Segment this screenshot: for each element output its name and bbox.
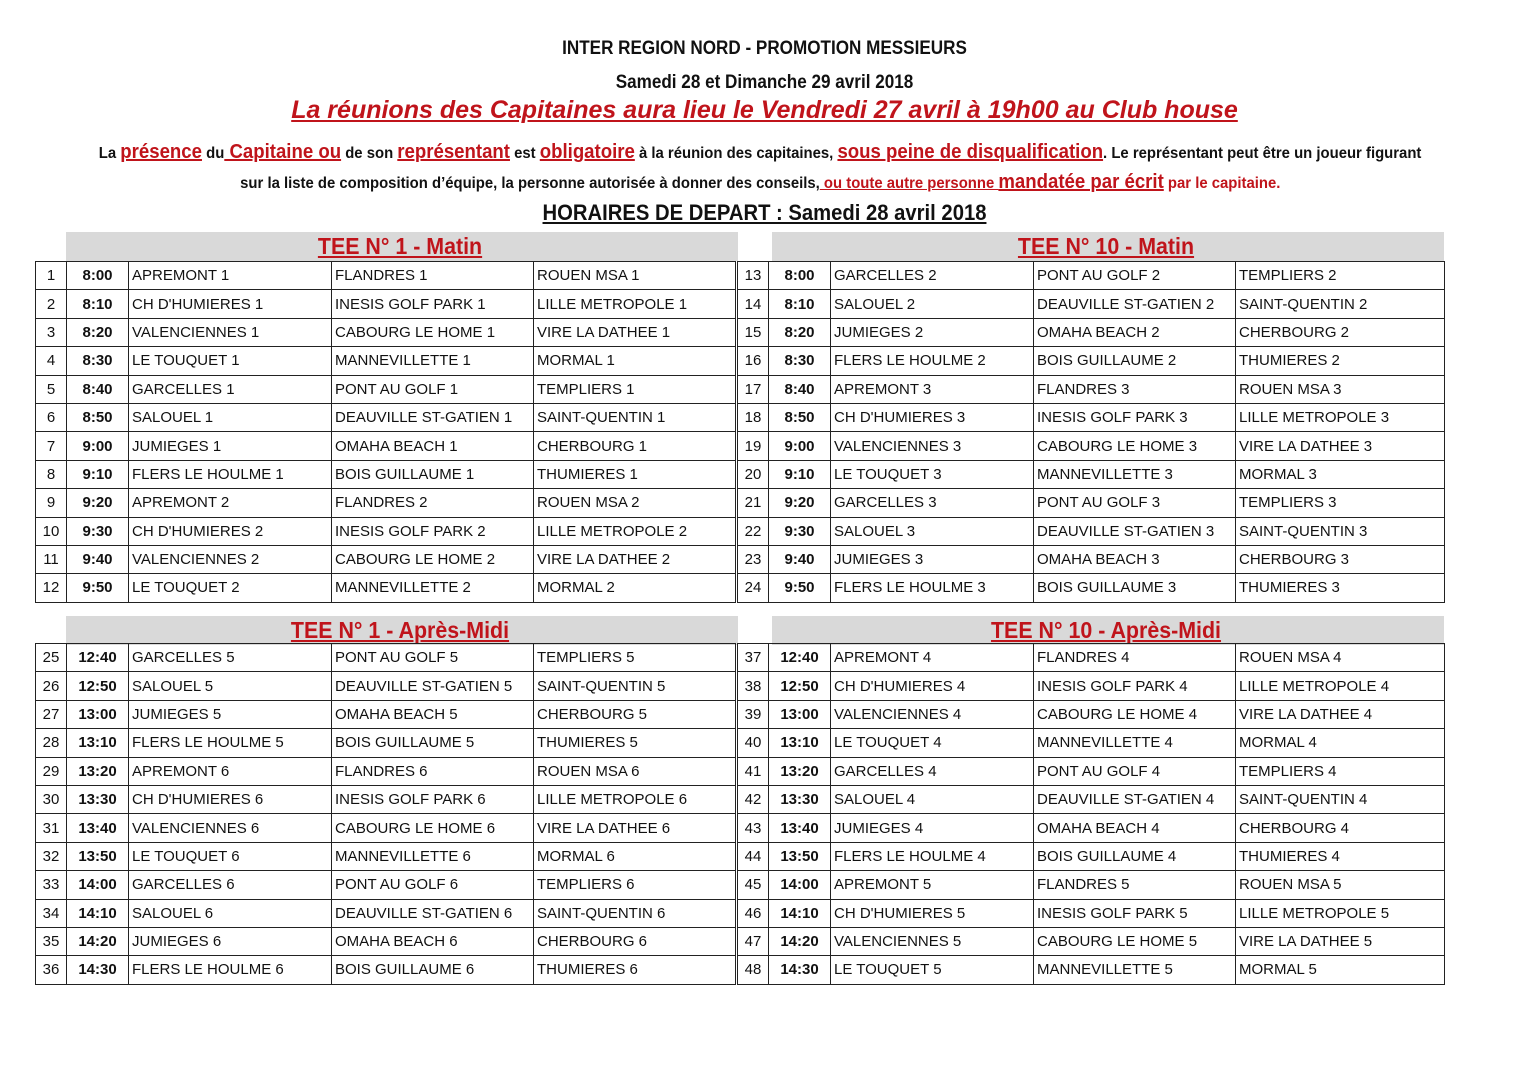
group-number: 40 xyxy=(738,729,769,757)
tee-time: 14:30 xyxy=(769,956,831,984)
schedule-row xyxy=(36,927,1445,955)
team-name: BOIS GUILLAUME 2 xyxy=(1034,347,1236,375)
tee-time: 9:50 xyxy=(769,574,831,602)
team-name: CABOURG LE HOME 4 xyxy=(1034,700,1236,728)
team-name: BOIS GUILLAUME 5 xyxy=(332,729,534,757)
team-name: OMAHA BEACH 2 xyxy=(1034,318,1236,346)
team-name: SAINT-QUENTIN 4 xyxy=(1236,785,1445,813)
team-name: JUMIEGES 6 xyxy=(129,927,332,955)
group-number: 45 xyxy=(738,871,769,899)
team-name: DEAUVILLE ST-GATIEN 6 xyxy=(332,899,534,927)
group-number: 25 xyxy=(36,644,67,672)
team-name: BOIS GUILLAUME 1 xyxy=(332,460,534,488)
tee-time: 9:30 xyxy=(769,517,831,545)
group-number: 6 xyxy=(36,403,67,431)
group-number: 10 xyxy=(36,517,67,545)
team-name: ROUEN MSA 2 xyxy=(534,489,736,517)
tee-time: 8:30 xyxy=(67,347,129,375)
team-name: DEAUVILLE ST-GATIEN 5 xyxy=(332,672,534,700)
team-name: MANNEVILLETTE 1 xyxy=(332,347,534,375)
group-number: 27 xyxy=(36,700,67,728)
tee-time: 9:20 xyxy=(769,489,831,517)
team-name: CH D'HUMIERES 6 xyxy=(129,785,332,813)
group-number: 15 xyxy=(738,318,769,346)
team-name: TEMPLIERS 4 xyxy=(1236,757,1445,785)
team-name: FLERS LE HOULME 2 xyxy=(831,347,1034,375)
team-name: THUMIERES 2 xyxy=(1236,347,1445,375)
team-name: LILLE METROPOLE 5 xyxy=(1236,899,1445,927)
tee-time: 13:30 xyxy=(67,785,129,813)
team-name: LE TOUQUET 6 xyxy=(129,842,332,870)
schedule-row xyxy=(36,871,1445,899)
group-number: 19 xyxy=(738,432,769,460)
team-name: SAINT-QUENTIN 1 xyxy=(534,403,736,431)
tee-time: 12:40 xyxy=(769,644,831,672)
team-name: CABOURG LE HOME 2 xyxy=(332,545,534,573)
team-name: CHERBOURG 1 xyxy=(534,432,736,460)
team-name: THUMIERES 3 xyxy=(1236,574,1445,602)
team-name: VIRE LA DATHEE 6 xyxy=(534,814,736,842)
team-name: JUMIEGES 2 xyxy=(831,318,1034,346)
tee-time: 13:40 xyxy=(67,814,129,842)
group-number: 5 xyxy=(36,375,67,403)
tee10-afternoon-label: TEE N° 10 - Après-Midi xyxy=(990,617,1222,643)
afternoon-schedule-table xyxy=(35,643,1445,985)
group-number: 48 xyxy=(738,956,769,984)
team-name: GARCELLES 6 xyxy=(129,871,332,899)
group-number: 23 xyxy=(738,545,769,573)
tee-time: 14:20 xyxy=(67,927,129,955)
team-name: APREMONT 2 xyxy=(129,489,332,517)
notice-emphasis: présence xyxy=(120,141,202,163)
team-name: MORMAL 6 xyxy=(534,842,736,870)
group-number: 14 xyxy=(738,290,769,318)
group-number: 16 xyxy=(738,347,769,375)
group-number: 7 xyxy=(36,432,67,460)
notice-text: sur la liste de composition d’équipe, la personne autorisée à donner des conseils, xyxy=(239,175,820,192)
group-number: 21 xyxy=(738,489,769,517)
team-name: LILLE METROPOLE 4 xyxy=(1236,672,1445,700)
group-number: 41 xyxy=(738,757,769,785)
tee-time: 14:10 xyxy=(769,899,831,927)
group-number: 31 xyxy=(36,814,67,842)
tee-time: 13:50 xyxy=(67,842,129,870)
tee-time: 9:40 xyxy=(769,545,831,573)
team-name: INESIS GOLF PARK 4 xyxy=(1034,672,1236,700)
tee-time: 14:20 xyxy=(769,927,831,955)
team-name: CHERBOURG 5 xyxy=(534,700,736,728)
team-name: JUMIEGES 4 xyxy=(831,814,1034,842)
notice-emphasis: mandatée par écrit xyxy=(998,171,1164,193)
tee-time: 12:40 xyxy=(67,644,129,672)
tee-time: 8:50 xyxy=(67,403,129,431)
team-name: GARCELLES 1 xyxy=(129,375,332,403)
team-name: OMAHA BEACH 5 xyxy=(332,700,534,728)
group-number: 47 xyxy=(738,927,769,955)
tee-time: 13:40 xyxy=(769,814,831,842)
group-number: 9 xyxy=(36,489,67,517)
schedule-row xyxy=(36,432,1445,460)
group-number: 17 xyxy=(738,375,769,403)
group-number: 12 xyxy=(36,574,67,602)
tee-time: 9:00 xyxy=(67,432,129,460)
group-number: 33 xyxy=(36,871,67,899)
team-name: SAINT-QUENTIN 6 xyxy=(534,899,736,927)
team-name: LE TOUQUET 3 xyxy=(831,460,1034,488)
team-name: CH D'HUMIERES 2 xyxy=(129,517,332,545)
tee-time: 9:50 xyxy=(67,574,129,602)
team-name: INESIS GOLF PARK 5 xyxy=(1034,899,1236,927)
team-name: GARCELLES 4 xyxy=(831,757,1034,785)
group-number: 39 xyxy=(738,700,769,728)
team-name: VIRE LA DATHEE 2 xyxy=(534,545,736,573)
tee10-morning-header xyxy=(772,232,1444,261)
team-name: FLANDRES 5 xyxy=(1034,871,1236,899)
team-name: TEMPLIERS 5 xyxy=(534,644,736,672)
meeting-announcement: La réunions des Capitaines aura lieu le Vendredi 27 avril à 19h00 au Club house xyxy=(291,96,1238,124)
schedule-row xyxy=(36,489,1445,517)
team-name: BOIS GUILLAUME 6 xyxy=(332,956,534,984)
team-name: CH D'HUMIERES 3 xyxy=(831,403,1034,431)
team-name: BOIS GUILLAUME 4 xyxy=(1034,842,1236,870)
tee1-morning-label: TEE N° 1 - Matin xyxy=(317,233,483,259)
team-name: THUMIERES 4 xyxy=(1236,842,1445,870)
group-number: 29 xyxy=(36,757,67,785)
group-number: 22 xyxy=(738,517,769,545)
tee10-morning-label: TEE N° 10 - Matin xyxy=(1017,233,1195,259)
notice-text: La xyxy=(98,145,121,162)
team-name: FLANDRES 2 xyxy=(332,489,534,517)
team-name: CH D'HUMIERES 5 xyxy=(831,899,1034,927)
team-name: BOIS GUILLAUME 3 xyxy=(1034,574,1236,602)
team-name: VALENCIENNES 1 xyxy=(129,318,332,346)
team-name: MANNEVILLETTE 5 xyxy=(1034,956,1236,984)
team-name: SAINT-QUENTIN 5 xyxy=(534,672,736,700)
team-name: APREMONT 6 xyxy=(129,757,332,785)
tee-time: 8:00 xyxy=(769,262,831,290)
team-name: FLERS LE HOULME 5 xyxy=(129,729,332,757)
event-dates: Samedi 28 et Dimanche 29 avril 2018 xyxy=(615,72,914,93)
team-name: LILLE METROPOLE 3 xyxy=(1236,403,1445,431)
team-name: VIRE LA DATHEE 1 xyxy=(534,318,736,346)
group-number: 28 xyxy=(36,729,67,757)
tee-time: 8:20 xyxy=(67,318,129,346)
team-name: MORMAL 2 xyxy=(534,574,736,602)
notice-text: . Le représentant peut être un joueur figurant xyxy=(1102,145,1422,162)
tee-time: 13:10 xyxy=(769,729,831,757)
tee-time: 13:10 xyxy=(67,729,129,757)
schedule-row xyxy=(36,574,1445,602)
group-number: 2 xyxy=(36,290,67,318)
schedule-row xyxy=(36,644,1445,672)
tee-time: 9:10 xyxy=(769,460,831,488)
team-name: FLANDRES 4 xyxy=(1034,644,1236,672)
team-name: LE TOUQUET 5 xyxy=(831,956,1034,984)
group-number: 3 xyxy=(36,318,67,346)
team-name: LILLE METROPOLE 2 xyxy=(534,517,736,545)
team-name: INESIS GOLF PARK 6 xyxy=(332,785,534,813)
schedule-row xyxy=(36,460,1445,488)
tee-time: 9:20 xyxy=(67,489,129,517)
team-name: APREMONT 1 xyxy=(129,262,332,290)
schedule-row xyxy=(36,517,1445,545)
group-number: 43 xyxy=(738,814,769,842)
team-name: MANNEVILLETTE 3 xyxy=(1034,460,1236,488)
team-name: APREMONT 5 xyxy=(831,871,1034,899)
tee-time: 13:50 xyxy=(769,842,831,870)
team-name: OMAHA BEACH 6 xyxy=(332,927,534,955)
team-name: DEAUVILLE ST-GATIEN 3 xyxy=(1034,517,1236,545)
notice-emphasis: Capitaine ou xyxy=(224,141,342,163)
team-name: CABOURG LE HOME 5 xyxy=(1034,927,1236,955)
attendance-notice xyxy=(30,138,1490,198)
team-name: SALOUEL 5 xyxy=(129,672,332,700)
team-name: SAINT-QUENTIN 2 xyxy=(1236,290,1445,318)
group-number: 36 xyxy=(36,956,67,984)
team-name: SALOUEL 1 xyxy=(129,403,332,431)
notice-emphasis: obligatoire xyxy=(539,141,635,163)
team-name: MORMAL 4 xyxy=(1236,729,1445,757)
team-name: APREMONT 3 xyxy=(831,375,1034,403)
schedule-title: HORAIRES DE DEPART : Samedi 28 avril 2018 xyxy=(542,200,987,225)
team-name: FLERS LE HOULME 3 xyxy=(831,574,1034,602)
team-name: TEMPLIERS 1 xyxy=(534,375,736,403)
team-name: SAINT-QUENTIN 3 xyxy=(1236,517,1445,545)
tee1-afternoon-header xyxy=(66,616,738,645)
tee-time: 12:50 xyxy=(67,672,129,700)
morning-schedule-table xyxy=(35,261,1445,603)
team-name: THUMIERES 1 xyxy=(534,460,736,488)
tee1-morning-header xyxy=(66,232,738,261)
team-name: PONT AU GOLF 3 xyxy=(1034,489,1236,517)
tee-time: 8:30 xyxy=(769,347,831,375)
tee-time: 8:40 xyxy=(769,375,831,403)
tee-time: 14:00 xyxy=(67,871,129,899)
team-name: GARCELLES 2 xyxy=(831,262,1034,290)
team-name: CHERBOURG 3 xyxy=(1236,545,1445,573)
group-number: 34 xyxy=(36,899,67,927)
team-name: LILLE METROPOLE 1 xyxy=(534,290,736,318)
group-number: 32 xyxy=(36,842,67,870)
team-name: SALOUEL 3 xyxy=(831,517,1034,545)
notice-emphasis: ou toute autre personne xyxy=(819,175,999,192)
tee-time: 9:10 xyxy=(67,460,129,488)
team-name: FLERS LE HOULME 1 xyxy=(129,460,332,488)
team-name: SALOUEL 2 xyxy=(831,290,1034,318)
schedule-row xyxy=(36,290,1445,318)
group-number: 38 xyxy=(738,672,769,700)
team-name: VIRE LA DATHEE 5 xyxy=(1236,927,1445,955)
schedule-row xyxy=(36,814,1445,842)
team-name: DEAUVILLE ST-GATIEN 2 xyxy=(1034,290,1236,318)
schedule-row xyxy=(36,899,1445,927)
group-number: 42 xyxy=(738,785,769,813)
schedule-row xyxy=(36,347,1445,375)
team-name: ROUEN MSA 3 xyxy=(1236,375,1445,403)
team-name: DEAUVILLE ST-GATIEN 4 xyxy=(1034,785,1236,813)
schedule-row xyxy=(36,545,1445,573)
notice-text: du xyxy=(201,145,225,162)
team-name: JUMIEGES 5 xyxy=(129,700,332,728)
tee-time: 8:40 xyxy=(67,375,129,403)
notice-line-2 xyxy=(240,168,1280,198)
team-name: THUMIERES 5 xyxy=(534,729,736,757)
team-name: APREMONT 4 xyxy=(831,644,1034,672)
group-number: 11 xyxy=(36,545,67,573)
tee-time: 13:20 xyxy=(769,757,831,785)
team-name: FLANDRES 6 xyxy=(332,757,534,785)
group-number: 13 xyxy=(738,262,769,290)
team-name: MANNEVILLETTE 6 xyxy=(332,842,534,870)
team-name: CH D'HUMIERES 4 xyxy=(831,672,1034,700)
group-number: 18 xyxy=(738,403,769,431)
team-name: PONT AU GOLF 6 xyxy=(332,871,534,899)
group-number: 46 xyxy=(738,899,769,927)
team-name: PONT AU GOLF 4 xyxy=(1034,757,1236,785)
team-name: MANNEVILLETTE 2 xyxy=(332,574,534,602)
team-name: VALENCIENNES 2 xyxy=(129,545,332,573)
team-name: VIRE LA DATHEE 3 xyxy=(1236,432,1445,460)
group-number: 1 xyxy=(36,262,67,290)
team-name: PONT AU GOLF 5 xyxy=(332,644,534,672)
tee-time: 13:30 xyxy=(769,785,831,813)
team-name: JUMIEGES 3 xyxy=(831,545,1034,573)
team-name: LE TOUQUET 4 xyxy=(831,729,1034,757)
team-name: TEMPLIERS 6 xyxy=(534,871,736,899)
tee-time: 14:00 xyxy=(769,871,831,899)
team-name: SALOUEL 6 xyxy=(129,899,332,927)
tee-time: 8:50 xyxy=(769,403,831,431)
team-name: VALENCIENNES 4 xyxy=(831,700,1034,728)
tee-time: 14:30 xyxy=(67,956,129,984)
tee1-afternoon-label: TEE N° 1 - Après-Midi xyxy=(290,617,510,643)
notice-text: de son xyxy=(341,145,398,162)
team-name: ROUEN MSA 4 xyxy=(1236,644,1445,672)
tee-time: 12:50 xyxy=(769,672,831,700)
team-name: MORMAL 1 xyxy=(534,347,736,375)
schedule-row xyxy=(36,956,1445,984)
team-name: CHERBOURG 2 xyxy=(1236,318,1445,346)
notice-text: à la réunion des capitaines, xyxy=(634,145,838,162)
team-name: FLANDRES 1 xyxy=(332,262,534,290)
group-number: 44 xyxy=(738,842,769,870)
team-name: LE TOUQUET 1 xyxy=(129,347,332,375)
team-name: ROUEN MSA 6 xyxy=(534,757,736,785)
team-name: VALENCIENNES 3 xyxy=(831,432,1034,460)
notice-text: est xyxy=(509,145,540,162)
notice-emphasis: représentant xyxy=(397,141,510,163)
team-name: GARCELLES 3 xyxy=(831,489,1034,517)
team-name: JUMIEGES 1 xyxy=(129,432,332,460)
team-name: CH D'HUMIERES 1 xyxy=(129,290,332,318)
team-name: LILLE METROPOLE 6 xyxy=(534,785,736,813)
schedule-row xyxy=(36,403,1445,431)
tee-time: 14:10 xyxy=(67,899,129,927)
tee10-afternoon-header xyxy=(772,616,1444,645)
team-name: CHERBOURG 4 xyxy=(1236,814,1445,842)
notice-emphasis: par le capitaine. xyxy=(1163,175,1281,192)
team-name: PONT AU GOLF 1 xyxy=(332,375,534,403)
schedule-row xyxy=(36,375,1445,403)
team-name: FLERS LE HOULME 6 xyxy=(129,956,332,984)
team-name: INESIS GOLF PARK 1 xyxy=(332,290,534,318)
team-name: OMAHA BEACH 3 xyxy=(1034,545,1236,573)
tee-time: 9:00 xyxy=(769,432,831,460)
team-name: FLERS LE HOULME 4 xyxy=(831,842,1034,870)
tee-time: 13:20 xyxy=(67,757,129,785)
schedule-row xyxy=(36,672,1445,700)
group-number: 4 xyxy=(36,347,67,375)
team-name: MORMAL 3 xyxy=(1236,460,1445,488)
team-name: GARCELLES 5 xyxy=(129,644,332,672)
team-name: CABOURG LE HOME 3 xyxy=(1034,432,1236,460)
group-number: 8 xyxy=(36,460,67,488)
team-name: ROUEN MSA 1 xyxy=(534,262,736,290)
tee-time: 13:00 xyxy=(67,700,129,728)
group-number: 37 xyxy=(738,644,769,672)
team-name: INESIS GOLF PARK 2 xyxy=(332,517,534,545)
team-name: INESIS GOLF PARK 3 xyxy=(1034,403,1236,431)
team-name: MANNEVILLETTE 4 xyxy=(1034,729,1236,757)
schedule-row xyxy=(36,785,1445,813)
tee-time: 9:40 xyxy=(67,545,129,573)
team-name: PONT AU GOLF 2 xyxy=(1034,262,1236,290)
schedule-row xyxy=(36,700,1445,728)
team-name: TEMPLIERS 3 xyxy=(1236,489,1445,517)
team-name: VALENCIENNES 6 xyxy=(129,814,332,842)
document-title: INTER REGION NORD - PROMOTION MESSIEURS xyxy=(562,38,967,59)
notice-line-1 xyxy=(99,138,1422,168)
team-name: OMAHA BEACH 4 xyxy=(1034,814,1236,842)
team-name: CABOURG LE HOME 1 xyxy=(332,318,534,346)
team-name: CABOURG LE HOME 6 xyxy=(332,814,534,842)
tee-time: 8:10 xyxy=(769,290,831,318)
group-number: 20 xyxy=(738,460,769,488)
group-number: 26 xyxy=(36,672,67,700)
schedule-row xyxy=(36,842,1445,870)
team-name: OMAHA BEACH 1 xyxy=(332,432,534,460)
team-name: LE TOUQUET 2 xyxy=(129,574,332,602)
schedule-row xyxy=(36,729,1445,757)
group-number: 24 xyxy=(738,574,769,602)
tee-time: 8:20 xyxy=(769,318,831,346)
tee-time: 9:30 xyxy=(67,517,129,545)
notice-emphasis: sous peine de disqualification xyxy=(837,141,1103,163)
team-name: DEAUVILLE ST-GATIEN 1 xyxy=(332,403,534,431)
team-name: THUMIERES 6 xyxy=(534,956,736,984)
team-name: TEMPLIERS 2 xyxy=(1236,262,1445,290)
team-name: VALENCIENNES 5 xyxy=(831,927,1034,955)
group-number: 35 xyxy=(36,927,67,955)
team-name: MORMAL 5 xyxy=(1236,956,1445,984)
tee-time: 13:00 xyxy=(769,700,831,728)
team-name: CHERBOURG 6 xyxy=(534,927,736,955)
team-name: VIRE LA DATHEE 4 xyxy=(1236,700,1445,728)
schedule-row xyxy=(36,318,1445,346)
group-number: 30 xyxy=(36,785,67,813)
team-name: ROUEN MSA 5 xyxy=(1236,871,1445,899)
tee-time: 8:00 xyxy=(67,262,129,290)
team-name: SALOUEL 4 xyxy=(831,785,1034,813)
team-name: FLANDRES 3 xyxy=(1034,375,1236,403)
schedule-row xyxy=(36,757,1445,785)
schedule-row xyxy=(36,262,1445,290)
tee-time: 8:10 xyxy=(67,290,129,318)
